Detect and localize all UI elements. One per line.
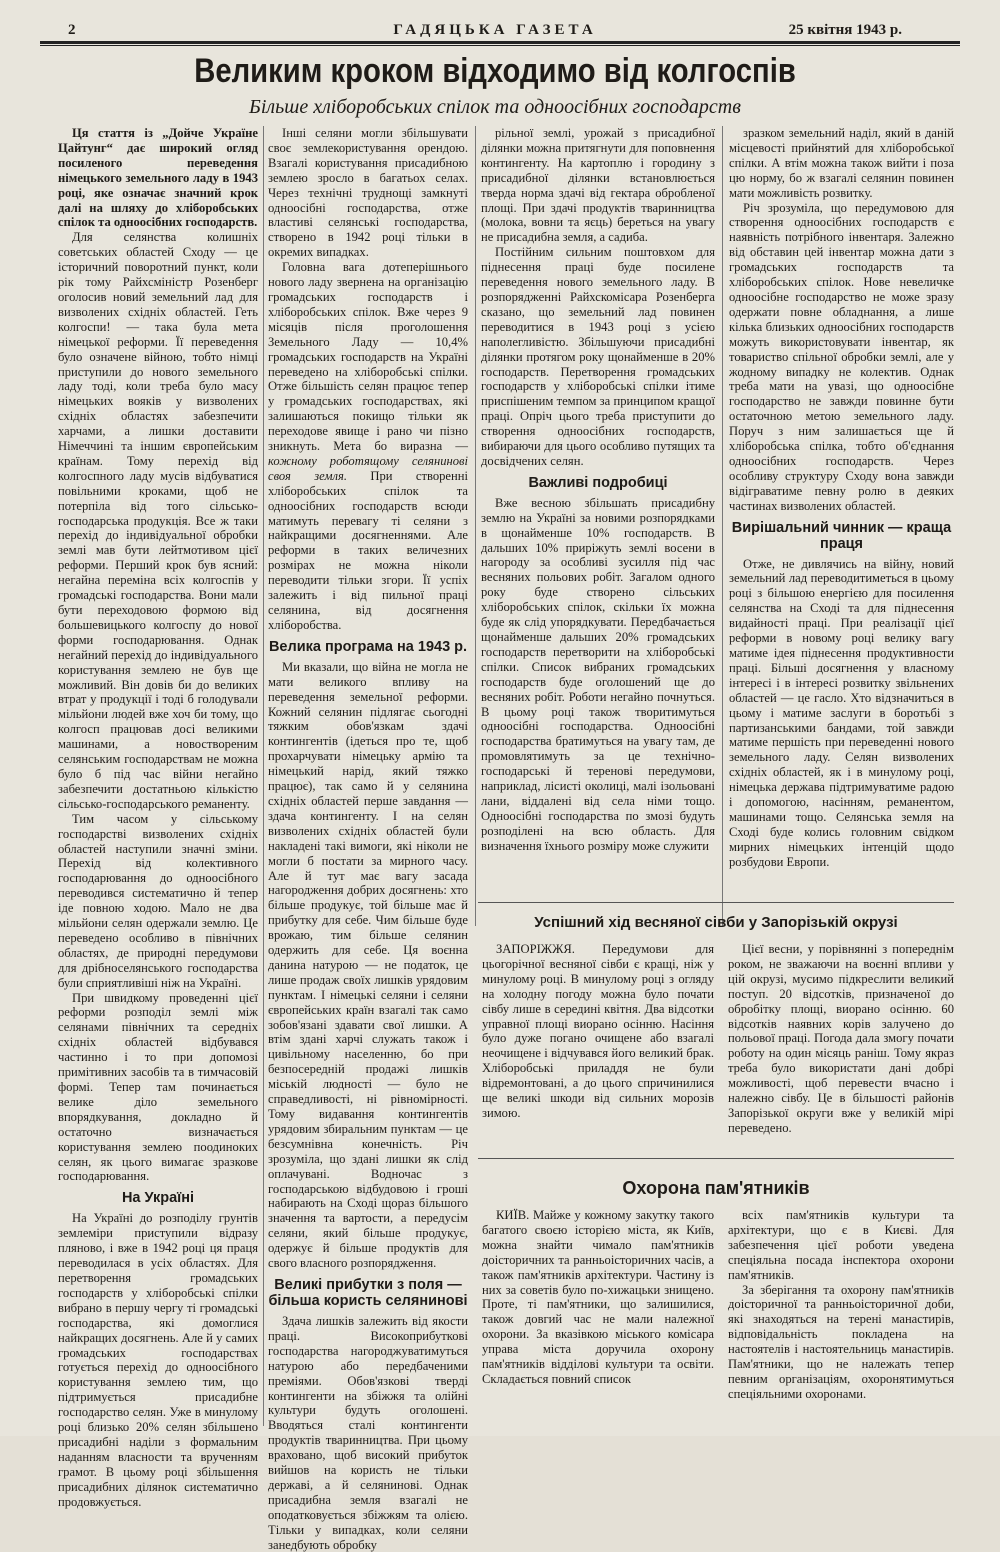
paragraph	[268, 260, 468, 633]
paragraph: Річ зрозуміла, що передумовою для створення одноосібних господарств є наявність потрібного інвентаря. Залежно від обставин цей інвентар можна дати з громадських господарств та хліборобських спілок. Нове невеличке одноосібне господарство не може зразу одержати повне обладнання, а лише кілька близьких одноосібних господарств можуть використовувати інвентар, як товариство спільної обробки землі, але у жодному випадку не колектив. Однак треба мати на увазі, що одноосібне господарство не завжди повинне бути остаточною метою земельного ладу. Поруч з ним залишається ще й хліборобська спілка, тобто об'єднання одноосібних господарств. Через особливу структуру Сходу вона завжди відіграватиме певну ролю в деяких частинах визволених областей.	[729, 200, 954, 513]
column-4	[729, 126, 954, 896]
column-rule	[263, 126, 264, 1426]
masthead-rule	[40, 41, 960, 44]
column-rule	[475, 126, 476, 926]
paragraph: ЗАПОРІЖЖЯ. Передумови для цьогорічної весняної сівби є кращі, ніж у минулому році. В минулому році з огляду на холодну погоду можна було почати сівбу лише в середині квітня. Два відсотки управної площі виорано осінню. Насіння було дуже погано очищене або взагалі неочищене і відчувався його великий брак. Хліборобські приладдя не були відремонтовані, а до цього спричинилися ще великі шкоди від сильних морозів зимою.	[482, 942, 714, 1120]
paper-name: ГАДЯЦЬКА ГАЗЕТА	[393, 22, 597, 38]
article-zaporizhzhia-right	[728, 942, 954, 1152]
paragraph: Ми вказали, що війна не могла не мати великого впливу на переведення земельної реформи. Кожний селянин підлягає сьогодні тяжким обов'язкам здачі контингентів (ідеться про те, щоб прохарчувати німецьку армію та німецький нарід, який тяжко працює), так само й у селянина східніх областей перше завдання — здача контингенту. І на селян визволених східніх областей були накладені такі вимоги, які ніколи не могли б постати за мирного часу. Але й тут має вагу засада нагородження добрих досягнень: хто більше продукує, той більше має й прибутку для себе. Чим більше буде врожаю, тим більше селянин одержить для себе. Ця воєнна данина натурою — не податок, це лише продаж своїх лишків урядовим пунктам. І німецькі селяни і селяни європейських країн взагалі так само зобов'язані здавати свої лишки. А втім здані харчі служать також і цивільному населенню, бо при безпосередній продажі лишків міській людності — було не справедливості, ні рівномірності. Тому видавання контингентів урядовим збиральним пунктам — це безсумнівна конечність. Річ зрозуміла, що здані лишки як слід оплачувані. Водночас з господарською відбудовою і гроші набирають на Сході щораз більшого значення та вартости, а передусім селяни, який більше продукує, одержує й більше продуктів для свого власного розпорядження.	[268, 659, 468, 1271]
article-title-monuments: Охорона пам'ятників	[622, 1178, 810, 1198]
article-zaporizhzhia-left	[482, 942, 714, 1152]
paragraph: За зберігання та охорону пам'ятників доісторичної та ранньоісторичної доби, які знаходяться на терені манастирів, відповідальність покладена на настоятелів і настоятельниць манастирів. Пам'ятники, що не належать тепер певним організаціям, охоронятимуться спеціяльними охоронами.	[728, 1282, 954, 1401]
article-monuments-right	[728, 1208, 954, 1428]
paragraph: При швидкому проведенні цієї реформи розподіл землі між селянами північних та середніх східніх областей відбувався частинно і то при допомозі примітивних засобів та в тимчасовій формі. Тепер там починається велике діло земельного впорядкування, докладно й остаточно визначається користування землею поодиноких селян, як цього вимагає зразкове господарювання.	[58, 990, 258, 1184]
section-heading-profits: Великі прибутки з поля — більша користь селянинові	[268, 1276, 468, 1309]
page-number: 2	[68, 22, 76, 38]
paragraph: Вже весною збільшать присадибну землю на Україні за новими розпорядками в щонайменше 10% господарств. В дальших 10% приріжуть землі восени в нагороду за особливі зусилля під час весняних польових робіт. Загалом одного року буде створено сільських хліборобських спілок, скільки їх можна буде як слід упорядкувати. Передбачається щонайменше дальших 20% громадських господарств перетворити на хліборобські спілки. Список вибраних громадських господарств буде оголошений ще до весняних робіт. Роботи негайно почнуться. В цьому році також творитимуться одноосібні господарства. Одноосібні господарства братимуться на увагу там, де промовлятимуть за це технічно-господарські й теренові передумови, наприклад, лісисті околиці, малі ізольовані лани, віддалені від села німи тощо. Одноосібні господарства по змозі будуть розподілені на всю область. Для визначення їхнього розміру може служити	[481, 495, 715, 853]
lead-paragraph: Ця стаття із „Дойче Україне Цайтунг“ дає широкий огляд посиленого переведення німецького земельного ладу в 1943 році, яке означає значний крок далі на шляху до хліборобських спілок та одноосібних господарств.	[58, 126, 258, 230]
headline: Великим кроком відходимо від колгоспів	[194, 52, 796, 90]
paragraph: На Україні до розподілу грунтів землеміри приступили відразу пляново, і вже в 1942 році ця праця переводилася в усіх областях. Для перетворення громадських господарств у хліборобські спілки вибрано в першу чергу ті громадські господарства, які домоглися найкращих досягнень. Але й у самих громадських господарствах готується перехід до одноосібного користування землею тим, що підтримується присадибне господарство селян. Уже в минулому році близько 20% селян збільшено присадибні наділи з формальним наданням власности та врученням грамот. В цьому році збільшення присадибних ділянок систематично продовжується.	[58, 1211, 258, 1509]
paragraph: Отже, не дивлячись на війну, новий земельний лад переводитиметься в цьому році з більшою енергією для посилення селянства на Сході та для піднесення видайності праці. При реалізації цієї реформи в новому році велику вагу матиме ідея піднесення продуктивности праці. Більші досягнення у власному інтересі і в інтересі розвитку звільнених областей — це гасло. Хто відзначиться в цьому і матиме заслуги в боротьбі з партизанськими бандами, той завжди матиме першість при переведенні нового земельного ладу. Селян визволених східніх областей, як і в минулому році, німецька держава підтримуватиме радою і допомогою, насінням, реманентом, машинами тощо. Селянська земля на Сході буде колись головним свідком мирних німецьких інтенцій щодо розбудови Европи.	[729, 556, 954, 869]
subheadline: Більше хліборобських спілок та одноосібних господарств	[249, 96, 741, 118]
article-divider	[478, 902, 954, 903]
column-rule	[722, 126, 723, 926]
paragraph: КИЇВ. Майже у кожному закутку такого багатого своєю історією міста, як Київ, можна знайти чимало пам'ятників доісторичних та ранньоісторичних часів, а також пам'ятників архітектури. Частину із них за советів було по-хижацьки знищено. Проте, ті пам'ятники, що залишилися, також довгий час не мали належної охорони. За вказівкою міського комісара управа міста доручила охорону пам'ятників відділові культури та освіти. Складається повний список	[482, 1208, 714, 1386]
section-heading-ukraine: На Україні	[121, 1190, 195, 1207]
paragraph: Постійним сильним поштовхом для піднесення праці буде посилене переведення нового земельного ладу. В розпорядженні Райхскомісара Розенберга сказано, що земельний лад повинен переводитися в 1943 році з усією наполегливістю. Збільшуючи присадибні ділянки протягом року щонайменше в 20% господарств. Перетворення громадських господарств у хліборобські спілки ітиме приспішеним темпом за принципом кращої праці. Опріч цього треба приступити до створення одноосібних господарств, вибираючи для цього особливо путящих та досвідчених селян.	[481, 245, 715, 468]
masthead-rule-thin	[40, 45, 960, 46]
column-1	[58, 126, 258, 1509]
article-monuments-left	[482, 1208, 714, 1428]
paragraph: зразком земельний наділ, який в даній місцевості прийнятий для хліборобської спілки. А втім можна також вийти і поза цю норму, бо ж взагалі селянин повинен мати можливість розвитку.	[729, 126, 954, 200]
article-title-zaporizhzhia: Успішний хід весняної сівби у Запорізькій окрузі	[534, 914, 898, 931]
section-heading-details: Важливі подробиці	[528, 474, 668, 491]
paragraph: Інші селяни могли збільшувати своє землекористування орендою. Взагалі користування присадибною землею зросло в багатьох селах. Через технічні труднощі замкнуті одноосібні господарства, отже властиві селянські господарства, створено в 1942 році тільки в окремих випадках.	[268, 126, 468, 260]
paragraph-text: Головна вага дотеперішнього нового ладу звернена на організацію громадських господарств і хліборобських спілок. Вже через 9 місяців після проголошення Земельного Ладу — 10,4% громадських господарств на Україні переведено на хліборобські спілки. Отже більшість селян працює тепер у громадських господарствах, які залишаються покищо тільки як переходове явище і рано чи пізно зникнуть. Мета бо виразна —	[268, 260, 468, 454]
paragraph: Цієї весни, у порівнянні з попереднім роком, не зважаючи на воєнні впливи у цій окрузі, мусимо підкреслити великий поступ. 20 відсотків, призначеної до обробітку площі, виорано осінню. 60 відсотків наявних корів залучено до польової праці. Погода дала змогу почати роботу на один місяць раніш. Тому якраз треба було використати дані добрі можливості, щоб перевести вчасно і належно сівбу. Це в більшості районів Запорізької округи вже у великій мірі переведено.	[728, 942, 954, 1135]
article-divider	[478, 1158, 954, 1159]
section-heading-decisive-factor: Вирішальний чинник — краща праця	[731, 519, 952, 552]
paragraph: Тим часом у сільському господарстві визволених східніх областей наступили значні зміни. Перехід від колективного господарювання до одноосібного переводився систематично й тепер іде повною ходою. Мало не два мільйони селян одержали землю. Це переведено особливо в північних областях, де природні передумови для дрібноселянського господарства були сприятливіші ніж на Україні.	[58, 811, 258, 990]
emphasis-text: кожному роботящому селянинові своя земля.	[268, 453, 468, 483]
paragraph-text: При створенні хліборобських спілок та одноосібних господарств всюди матимуть перевагу ті селяни з найкращими досягненнями. Але реформи в таких величезних розмірах не можна ніколи переводити тільки згори. Її успіх залежить і від пильної праці селянина, від досягнення хліборобства.	[268, 468, 468, 632]
paragraph: Для селянства колишніх советських областей Сходу — це історичний поворотний пункт, коли рік тому Райхсміністр Розенберг оголосив новий земельний лад для визволених східніх областей. Геть колгоспи! — така була мета німецької реформи. Її переведення було означене війною, тобто німці приступили до нового земельного ладу тоді, коли треба було масу німецьких вояків у визволених східніх областях забезпечити харчами, а лишки доставити Німеччині та іншим європейським країнам. Тому перехід від колгоспного ладу мусів відбуватися повільними кроками, щоб не потерпіла від того сільсько-господарська продукція. Все ж таки перехід до індивідуальної обробки землі мав бути лейтмотивом цієї реформи. Перший крок був ясний: негайна переміна всіх колгоспів у громадські господарства. Вони мали бути переходовою формою від большевицького колгоспу до нової форми господарювання. Однак негайний перехід до індивідуального користування землею не був ще можливий. Він довів би до великих втрат у продукції і тоді б голодували мільйони людей вже хоч би тому, що колгосп працював досі великими машинами, а новоствореним селянським господарствам не можна було б під час війни негайно забезпечити достатньою кількістю сільсько-господарського реманенту.	[58, 230, 258, 811]
section-heading-program: Велика програма на 1943 р.	[268, 638, 468, 655]
paragraph: всіх пам'ятників культури та архітектури, що є в Києві. Для забезпечення цієї роботи уведена спеціяльна посада інспектора охорони пам'ятників.	[728, 1208, 954, 1282]
paragraph: Здача лишків залежить від якости праці. Високоприбуткові господарства нагороджуватимуться натурою або передбаченими преміями. Обов'язкові тверді контингенти на збіжжя та олійні культури будуть оголошені. Вводяться сталі контингенти продуктів тваринництва. При цьому враховано, щоб високий прибуток вийшов на користь не тільки державі, а й селянинові. Однак присадибна земля взагалі не оподатковується збіжжям та олією. Тільки у випадках, коли селяни занедбують обробку	[268, 1313, 468, 1552]
column-2	[268, 126, 468, 1552]
paragraph: рільної землі, урожай з присадибної ділянки можна притягнути для поповнення контингенту. На картоплю і городину з присадибної ділянки встановлюється тверда норма здачі від гектара обробленої площі. При здачі продуктів тваринництва (молока, вовни та яєць) береться на увагу не присадибна земля, а садиба.	[481, 126, 715, 245]
column-3	[481, 126, 715, 896]
issue-date: 25 квітня 1943 р.	[788, 22, 902, 38]
